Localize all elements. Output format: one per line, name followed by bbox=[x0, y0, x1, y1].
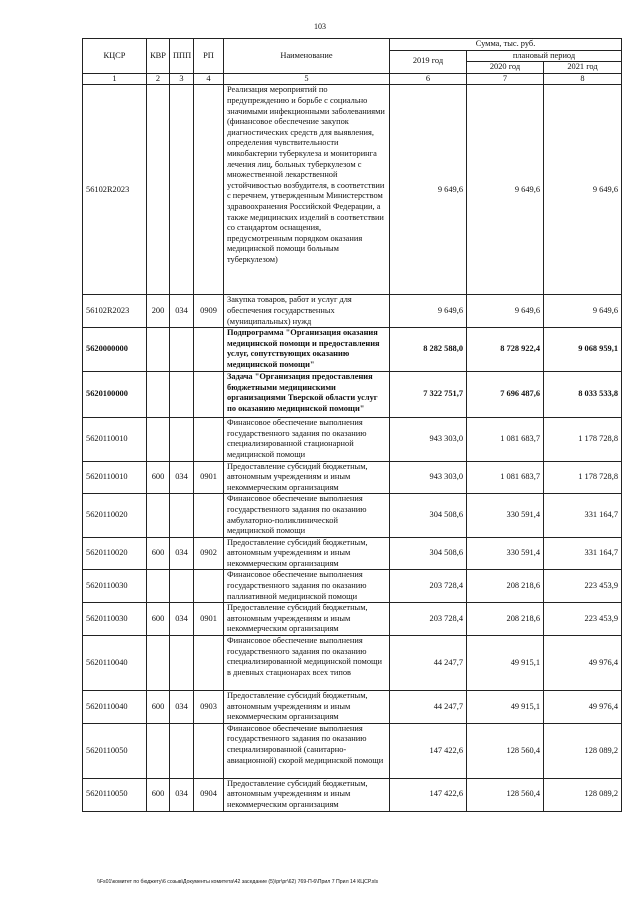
value-2021-cell: 49 976,4 bbox=[544, 691, 622, 724]
name-cell: Закупка товаров, работ и услуг для обеспечения государственных (муниципальных) нужд bbox=[224, 295, 390, 328]
kcsr-cell: 5620110020 bbox=[83, 537, 147, 570]
rp-cell bbox=[194, 372, 224, 418]
ppp-cell: 034 bbox=[170, 691, 194, 724]
value-2019-cell: 7 322 751,7 bbox=[390, 372, 467, 418]
name-cell: Реализация мероприятий по предупреждению и борьбе с социально значимыми инфекционными заболеваниями (финансовое обеспечение закупок диагностических средств для выявления, определения чувствительности микобактерии туберкулеза и мониторинга лечения лиц, больных туберкулезом с множественной лекарственной устойчивостью возбудителя, в соответствии с перечнем, утвержденным Министерством здравоохранения Российской Федерации, а также медицинских изделий в соответствии со стандартом оснащения, предусмотренным порядком оказания медицинской помощи больным туберкулезом) bbox=[224, 85, 390, 295]
kcsr-cell: 5620100000 bbox=[83, 372, 147, 418]
kcsr-cell: 5620110010 bbox=[83, 461, 147, 494]
header-kcsr: КЦСР bbox=[83, 39, 147, 74]
kvr-cell bbox=[147, 85, 170, 295]
value-2020-cell: 1 081 683,7 bbox=[467, 461, 544, 494]
table-row bbox=[83, 418, 622, 461]
ppp-cell: 034 bbox=[170, 461, 194, 494]
col-number: 1 bbox=[83, 73, 147, 85]
kvr-cell: 600 bbox=[147, 461, 170, 494]
rp-cell bbox=[194, 328, 224, 372]
ppp-cell bbox=[170, 328, 194, 372]
table-row bbox=[83, 372, 622, 418]
value-2019-cell: 304 508,6 bbox=[390, 494, 467, 537]
ppp-cell: 034 bbox=[170, 537, 194, 570]
kvr-cell: 600 bbox=[147, 537, 170, 570]
table-row bbox=[83, 295, 622, 328]
rp-cell bbox=[194, 418, 224, 461]
table-row bbox=[83, 461, 622, 494]
rp-cell bbox=[194, 723, 224, 778]
value-2020-cell: 1 081 683,7 bbox=[467, 418, 544, 461]
value-2021-cell: 331 164,7 bbox=[544, 537, 622, 570]
kcsr-cell: 5620110040 bbox=[83, 691, 147, 724]
table-row bbox=[83, 328, 622, 372]
kcsr-cell: 5620110010 bbox=[83, 418, 147, 461]
table-row bbox=[83, 636, 622, 691]
value-2021-cell: 128 089,2 bbox=[544, 723, 622, 778]
col-number: 2 bbox=[147, 73, 170, 85]
ppp-cell bbox=[170, 723, 194, 778]
name-cell: Финансовое обеспечение выполнения государственного задания по оказанию паллиативной медицинской помощи bbox=[224, 570, 390, 603]
ppp-cell: 034 bbox=[170, 778, 194, 811]
kvr-cell bbox=[147, 418, 170, 461]
kvr-cell: 600 bbox=[147, 691, 170, 724]
value-2019-cell: 44 247,7 bbox=[390, 636, 467, 691]
header-kvr: КВР bbox=[147, 39, 170, 74]
value-2021-cell: 8 033 533,8 bbox=[544, 372, 622, 418]
value-2020-cell: 9 649,6 bbox=[467, 85, 544, 295]
value-2020-cell: 208 218,6 bbox=[467, 570, 544, 603]
table-row bbox=[83, 494, 622, 537]
header-planned-period: плановый период bbox=[467, 50, 622, 62]
value-2019-cell: 304 508,6 bbox=[390, 537, 467, 570]
name-cell: Финансовое обеспечение выполнения государственного задания по оказанию амбулаторно-поликлинической медицинской помощи bbox=[224, 494, 390, 537]
kcsr-cell: 56102R2023 bbox=[83, 85, 147, 295]
table-body bbox=[83, 85, 622, 811]
name-cell: Финансовое обеспечение выполнения государственного задания по оказанию специализированной медицинской помощи в дневных стационарах всех типов bbox=[224, 636, 390, 691]
kcsr-cell: 5620110030 bbox=[83, 570, 147, 603]
value-2021-cell: 9 649,6 bbox=[544, 85, 622, 295]
kvr-cell bbox=[147, 570, 170, 603]
kvr-cell: 200 bbox=[147, 295, 170, 328]
value-2019-cell: 943 303,0 bbox=[390, 461, 467, 494]
budget-table bbox=[82, 38, 622, 812]
header-year-2021: 2021 год bbox=[544, 62, 622, 74]
name-cell: Подпрограмма "Организация оказания медицинской помощи и предоставления услуг, сопутствующих оказанию медицинской помощи" bbox=[224, 328, 390, 372]
value-2020-cell: 9 649,6 bbox=[467, 295, 544, 328]
kvr-cell bbox=[147, 723, 170, 778]
table-row bbox=[83, 570, 622, 603]
ppp-cell: 034 bbox=[170, 603, 194, 636]
table-row bbox=[83, 691, 622, 724]
kcsr-cell: 5620110050 bbox=[83, 723, 147, 778]
rp-cell bbox=[194, 85, 224, 295]
name-cell: Предоставление субсидий бюджетным, автономным учреждениям и иным некоммерческим организациям bbox=[224, 461, 390, 494]
value-2019-cell: 9 649,6 bbox=[390, 85, 467, 295]
value-2020-cell: 8 728 922,4 bbox=[467, 328, 544, 372]
rp-cell: 0903 bbox=[194, 691, 224, 724]
col-number: 6 bbox=[390, 73, 467, 85]
value-2021-cell: 331 164,7 bbox=[544, 494, 622, 537]
header-ppp: ППП bbox=[170, 39, 194, 74]
kvr-cell bbox=[147, 636, 170, 691]
value-2020-cell: 128 560,4 bbox=[467, 778, 544, 811]
col-number: 8 bbox=[544, 73, 622, 85]
value-2021-cell: 49 976,4 bbox=[544, 636, 622, 691]
value-2019-cell: 147 422,6 bbox=[390, 778, 467, 811]
col-number: 3 bbox=[170, 73, 194, 85]
kcsr-cell: 5620000000 bbox=[83, 328, 147, 372]
table-row bbox=[83, 603, 622, 636]
kvr-cell bbox=[147, 328, 170, 372]
ppp-cell bbox=[170, 494, 194, 537]
name-cell: Предоставление субсидий бюджетным, автономным учреждениям и иным некоммерческим организациям bbox=[224, 778, 390, 811]
value-2021-cell: 223 453,9 bbox=[544, 570, 622, 603]
file-path-footer: \\Fs01\комитет по бюджету\6 созыв\Документы комитета\42 заседание (5)\рг\рг\62) 769-П-6\Прил 7 Прил 14 КЦСР.xls bbox=[97, 879, 379, 885]
kcsr-cell: 56102R2023 bbox=[83, 295, 147, 328]
rp-cell: 0904 bbox=[194, 778, 224, 811]
rp-cell: 0902 bbox=[194, 537, 224, 570]
kcsr-cell: 5620110020 bbox=[83, 494, 147, 537]
kvr-cell: 600 bbox=[147, 603, 170, 636]
ppp-cell: 034 bbox=[170, 295, 194, 328]
col-number: 7 bbox=[467, 73, 544, 85]
table-row bbox=[83, 778, 622, 811]
value-2021-cell: 1 178 728,8 bbox=[544, 418, 622, 461]
name-cell: Финансовое обеспечение выполнения государственного задания по оказанию специализированной (санитарно-авиационной) скорой медицинской помощи bbox=[224, 723, 390, 778]
header-year-2020: 2020 год bbox=[467, 62, 544, 74]
value-2019-cell: 44 247,7 bbox=[390, 691, 467, 724]
name-cell: Предоставление субсидий бюджетным, автономным учреждениям и иным некоммерческим организациям bbox=[224, 537, 390, 570]
value-2020-cell: 330 591,4 bbox=[467, 537, 544, 570]
value-2020-cell: 7 696 487,6 bbox=[467, 372, 544, 418]
value-2021-cell: 128 089,2 bbox=[544, 778, 622, 811]
kvr-cell: 600 bbox=[147, 778, 170, 811]
kcsr-cell: 5620110030 bbox=[83, 603, 147, 636]
ppp-cell bbox=[170, 418, 194, 461]
value-2020-cell: 49 915,1 bbox=[467, 636, 544, 691]
ppp-cell bbox=[170, 570, 194, 603]
kvr-cell bbox=[147, 494, 170, 537]
table-row bbox=[83, 85, 622, 295]
kcsr-cell: 5620110050 bbox=[83, 778, 147, 811]
rp-cell bbox=[194, 570, 224, 603]
header-name: Наименование bbox=[224, 39, 390, 74]
name-cell: Предоставление субсидий бюджетным, автономным учреждениям и иным некоммерческим организациям bbox=[224, 603, 390, 636]
rp-cell: 0901 bbox=[194, 461, 224, 494]
ppp-cell bbox=[170, 636, 194, 691]
value-2021-cell: 9 068 959,1 bbox=[544, 328, 622, 372]
value-2019-cell: 943 303,0 bbox=[390, 418, 467, 461]
value-2019-cell: 203 728,4 bbox=[390, 570, 467, 603]
value-2021-cell: 9 649,6 bbox=[544, 295, 622, 328]
rp-cell: 0901 bbox=[194, 603, 224, 636]
col-number: 5 bbox=[224, 73, 390, 85]
value-2019-cell: 8 282 588,0 bbox=[390, 328, 467, 372]
ppp-cell bbox=[170, 372, 194, 418]
header-rp: РП bbox=[194, 39, 224, 74]
page-number: 103 bbox=[314, 22, 326, 31]
value-2019-cell: 9 649,6 bbox=[390, 295, 467, 328]
value-2020-cell: 49 915,1 bbox=[467, 691, 544, 724]
value-2020-cell: 128 560,4 bbox=[467, 723, 544, 778]
col-number: 4 bbox=[194, 73, 224, 85]
name-cell: Задача "Организация предоставления бюджетными медицинскими организациями Тверской области услуг по оказанию медицинской помощи" bbox=[224, 372, 390, 418]
kvr-cell bbox=[147, 372, 170, 418]
ppp-cell bbox=[170, 85, 194, 295]
name-cell: Предоставление субсидий бюджетным, автономным учреждениям и иным некоммерческим организациям bbox=[224, 691, 390, 724]
name-cell: Финансовое обеспечение выполнения государственного задания по оказанию специализированной стационарной медицинской помощи bbox=[224, 418, 390, 461]
value-2020-cell: 330 591,4 bbox=[467, 494, 544, 537]
value-2021-cell: 223 453,9 bbox=[544, 603, 622, 636]
table-row bbox=[83, 537, 622, 570]
value-2019-cell: 203 728,4 bbox=[390, 603, 467, 636]
header-sum: Сумма, тыс. руб. bbox=[390, 39, 622, 51]
rp-cell: 0909 bbox=[194, 295, 224, 328]
value-2020-cell: 208 218,6 bbox=[467, 603, 544, 636]
value-2021-cell: 1 178 728,8 bbox=[544, 461, 622, 494]
header-year-2019: 2019 год bbox=[390, 50, 467, 73]
rp-cell bbox=[194, 636, 224, 691]
table-row bbox=[83, 723, 622, 778]
value-2019-cell: 147 422,6 bbox=[390, 723, 467, 778]
kcsr-cell: 5620110040 bbox=[83, 636, 147, 691]
rp-cell bbox=[194, 494, 224, 537]
